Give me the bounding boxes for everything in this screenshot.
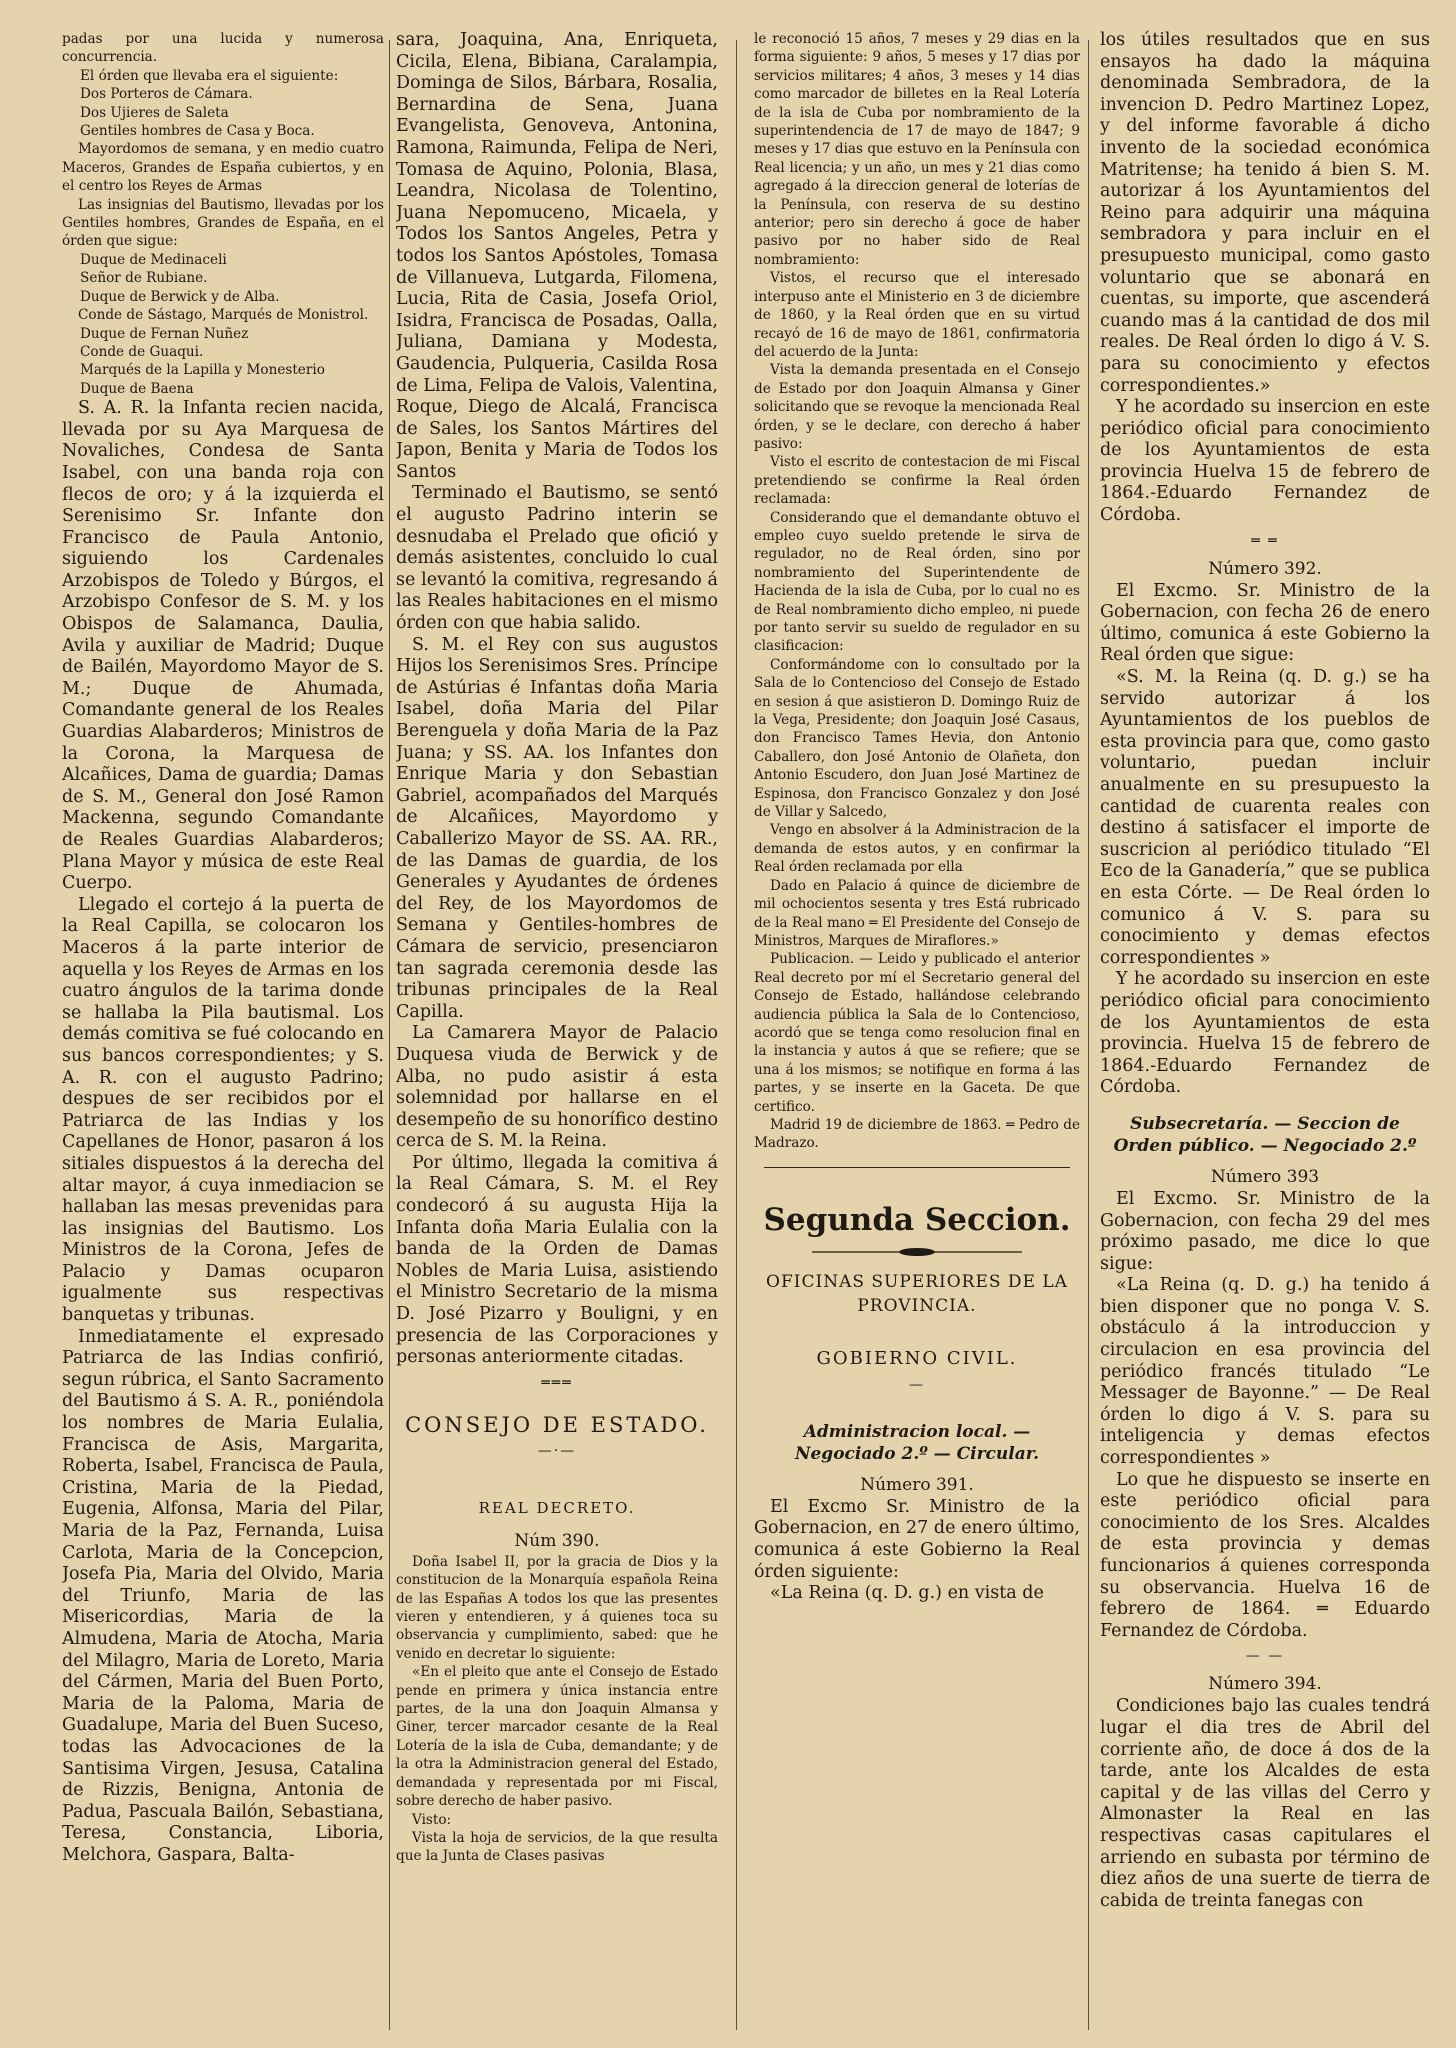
column-1: [62, 30, 384, 1867]
decorative-dash: —: [909, 1376, 925, 1393]
text-paragraph: Inmediatamente el expresado Patriarca de las Indias confirió, segun rúbrica, el Santo Sacramento del Bautismo á S. A. R., poniéndola los nombres de Maria Eulalia, Francisca de Asis, Margarita, Roberta, Isabel, Francisca de Paula, Cristina, Maria de la Piedad, Eugenia, Alfonsa, Maria del Pilar, Maria de la Paz, Fernanda, Luisa Carlota, Maria de la Concepcion, Josefa Pia, Maria del Olvido, Maria del Triunfo, Maria de las Misericordias, Maria de la Almudena, Maria de Atocha, Maria del Milagro, Maria de Loreto, Maria del Cármen, Maria del Buen Porto, Maria de la Paloma, Maria de Guadalupe, Maria del Buen Suceso, todas las Advocaciones de la Santisima Virgen, Jesusa, Catalina de Rizzis, Benigna, Antonia de Padua, Pascuala Bailón, Sebastiana, Teresa, Constancia, Liboria, Melchora, Gaspara, Balta-: [62, 1326, 384, 1865]
text-paragraph: Vistos, el recurso que el interesado interpuso ante el Ministerio en 3 de diciembre de 1860, y la Real órden que en su virtud recayó de 16 de mayo de 1861, confirmatoria del acuerdo de la Junta:: [754, 270, 1080, 360]
text-paragraph: «En el pleito que ante el Consejo de Estado pende en primera y única instancia entre partes, de la una don Joaquin Almansa y Giner, tercer marcador cesante de la Real Lotería de la isla de Cuba, demandante; y de la otra la Administracion general del Estado, demandada y representada por mi Fiscal, sobre derecho de haber pasivo.: [396, 1664, 718, 1810]
item-number: Núm 390.: [514, 1530, 600, 1551]
text-paragraph: Dos Porteros de Cámara.: [80, 86, 253, 103]
decorative-dash: ═ ═: [1251, 532, 1279, 549]
text-paragraph: Condiciones bajo las cuales tendrá lugar el dia tres de Abril del corriente año, de doce á dos de la tarde, ante los Alcaldes de esta capital y de las villas del Cerro y Almonaster la Real en las respectivas casas capitulares el arriendo en subasta por término de diez años de una suerte de tierra de cabida de treinta fanegas con: [1100, 1696, 1430, 1911]
section-separator: [764, 1167, 1070, 1168]
text-paragraph: Llegado el cortejo á la puerta de la Real Capilla, se colocaron los Maceros á la parte interior de aquella y los Reyes de Armas en los cuatro ángulos de la tarima donde se hallaba la Pila bautismal. Los demás comitiva se fué colocando en sus bancos correspondientes; y S. A. R. con el augusto Padrino; despues de ser recibidos por el Patriarca de las Indias y los Capellanes de Honor, pasaron á los sitiales dispuestos á la derecha del altar mayor, á cuya inmediacion se hallaban las mesas prevenidas para las insignias del Bautismo. Los Ministros de la Corona, Jefes de Palacio y Damas ocuparon igualmente sus respectivas banquetas y tribunas.: [62, 894, 384, 1326]
column-2: [396, 30, 718, 1866]
item-number: Número 394.: [1208, 1674, 1322, 1695]
column-3: [754, 30, 1080, 1605]
text-paragraph: Duque de Medinaceli: [80, 251, 227, 268]
text-paragraph: le reconoció 15 años, 7 meses y 29 dias en la forma siguiente: 9 años, 5 meses y 17 dias por servicios militares; 4 años, 3 meses y 14 dias como marcador de billetes en la Real Lotería de la isla de Cuba por nombramiento de la superintendencia de 17 de mayo de 1847; 9 meses y 17 dias que estuvo en la Península con Real licencia; y un año, un mes y 21 dias como agregado á la direccion general de loterías de la Península, con reserva de su destino anterior; pero sin derecho á goce de haber pasivo por no haber sido de Real nombramiento:: [754, 31, 1080, 268]
department-heading: Administracion local. — Negociado 2.º — Circular.: [794, 1421, 1040, 1464]
text-paragraph: El Excmo Sr. Ministro de la Gobernacion, en 27 de enero último, comunica á este Gobierno la Real órden siguiente:: [754, 1496, 1080, 1582]
text-paragraph: S. M. el Rey con sus augustos Hijos los Serenisimos Sres. Príncipe de Astúrias é Infantas doña Maria Isabel, doña Maria del Pilar Berenguela y doña Maria de la Paz Juana; y SS. AA. los Infantes don Enrique Maria y don Sebastian Gabriel, acompañados del Marqués de Alcañices, Mayordomo y Caballerizo Mayor de SS. AA. RR., de las Damas de guardia, de los Generales y Ayudantes de órdenes del Rey, de los Mayordomos de Semana y Gentiles-hombres de Cámara de servicio, presenciaron tan sagrada ceremonia desde las tribunas principales de la Real Capilla.: [396, 634, 718, 1022]
decorative-dash: ═══: [541, 1374, 573, 1391]
office-heading: OFICINAS SUPERIORES DE LA PROVINCIA.: [766, 1271, 1068, 1316]
decorative-dash: —·—: [537, 1442, 577, 1459]
text-paragraph: «S. M. la Reina (q. D. g.) se ha servido autorizar á los Ayuntamientos de los pueblos de esta provincia para que, como gasto voluntario, puedan incluir anualmente en su presupuesto la cantidad de cuarenta reales con destino á satisfacer el importe de suscricion al periódico titulado “El Eco de la Ganadería,” que se publica en esta Córte. — De Real órden lo comunico á V. S. para su conocimiento y demas efectos correspondientes »: [1100, 667, 1430, 968]
text-paragraph: Visto el escrito de contestacion de mi Fiscal pretendiendo se confirme la Real órden reclamada:: [754, 454, 1080, 508]
department-heading: Subsecretaría. — Seccion de Orden público. — Negociado 2.º: [1113, 1113, 1417, 1156]
text-paragraph: Dos Ujieres de Saleta: [80, 104, 229, 121]
section-heading: CONSEJO DE ESTADO.: [405, 1412, 709, 1437]
text-paragraph: Lo que he dispuesto se inserte en este periódico oficial para conocimiento de los Sres. Alcaldes de esta provincia y demas funcionarios á quienes corresponda su observancia. Huelva 16 de febrero de 1864. ═ Eduardo Fernandez de Córdoba.: [1100, 1469, 1430, 1641]
text-paragraph: Vengo en absolver á la Administracion de la demanda de estos autos, y en confirmar la Real órden reclamada por ella: [754, 822, 1080, 876]
text-paragraph: Conde de Sástago, Marqués de Monistrol.: [78, 307, 369, 324]
text-paragraph: Duque de Berwick y de Alba.: [80, 288, 280, 305]
text-paragraph: Y he acordado su insercion en este periódico oficial para conocimiento de los Ayuntamientos de esta provincia. Huelva 15 de febrero de 1864.-Eduardo Fernandez de Córdoba.: [1100, 969, 1430, 1098]
column-rule: [389, 40, 390, 2030]
text-paragraph: Publicacion. — Leido y publicado el anterior Real decreto por mí el Secretario general del Consejo de Estado, hallándose celebrando audiencia pública la Sala de lo Contencioso, acordó que se tenga como resolucion final en la instancia y autos á que se refiere; que se una á los mismos; se notifique en forma á las partes, y se inserte en la Gaceta. De que certifico.: [754, 951, 1080, 1115]
text-paragraph: Conformándome con lo consultado por la Sala de lo Contencioso del Consejo de Estado en sesion á que asistieron D. Domingo Ruiz de la Vega, Presidente; don Joaquin José Casaus, don Francisco Tames Hevia, don Antonio Caballero, don José Antonio de Olañeta, don Antonio Escudero, don Juan José Martinez de Espinosa, don Francisco Gonzalez y don José de Villar y Salcedo,: [754, 656, 1080, 821]
text-paragraph: sara, Joaquina, Ana, Enriqueta, Cicila, Elena, Bibiana, Caralampia, Dominga de Silos, Bárbara, Rosalia, Bernardina de Sena, Juana Evangelista, Genoveva, Antonina, Ramona, Raimunda, Felipa de Neri, Tomasa de Aquino, Polonia, Blasa, Leandra, Nicolasa de Tolentino, Juana Nepomuceno, Micaela, y Todos los Santos Angeles, Petra y todos los Santos Apóstoles, Tomasa de Villanueva, Lutgarda, Filomena, Lucia, Rita de Casia, Josefa Oriol, Isidra, Francisca de Posadas, Oalla, Juliana, Damiana y Modesta, Gaudencia, Pulqueria, Casilda Rosa de Lima, Felipa de Valois, Valentina, Roque, Diego de Alcalá, Francisca de Sales, los Santos Mártires del Japon, Benita y Maria de Todos los Santos: [396, 30, 718, 482]
column-rule: [1088, 40, 1089, 2030]
text-paragraph: «La Reina (q. D. g.) en vista de: [770, 1583, 1044, 1604]
column-rule: [736, 40, 737, 2030]
text-paragraph: «La Reina (q. D. g.) ha tenido á bien disponer que no ponga V. S. obstáculo á la introduccion y circulacion en esa provincia del periódico francés titulado “Le Messager de Bayonne.” — De Real órden lo digo á V. S. para su inteligencia y demas efectos correspondientes »: [1100, 1275, 1430, 1469]
text-paragraph: Considerando que el demandante obtuvo el empleo cuyo sueldo pretende le sirva de regulador, no de Real órden, sino por nombramiento del Superintendente de Hacienda de la isla de Cuba, por lo cual no es de Real nombramiento dicho empleo, ni puede por tanto servir su sueldo de regulador en su clasificacion:: [754, 509, 1080, 655]
text-paragraph: Madrid 19 de diciembre de 1863. ═ Pedro de Madrazo.: [754, 1116, 1080, 1152]
text-paragraph: La Camarera Mayor de Palacio Duquesa viuda de Berwick y de Alba, no pudo asistir á esta solemnidad por hallarse en el desempeño de su honorífico destino cerca de S. M. la Reina.: [396, 1023, 718, 1152]
text-paragraph: los útiles resultados que en sus ensayos ha dado la máquina denominada Sembradora, de la invencion D. Pedro Martinez Lopez, y del informe favorable á dicho invento de la sociedad económica Matritense; ha tenido á bien S. M. autorizar á los Ayuntamientos del Reino para adquirir una máquina sembradora y para incluir en el presupuesto municipal, como gasto voluntario que se abonará en cuentas, su importe, que ascenderá cuando mas á la cantidad de dos mil reales. De Real órden lo digo á V. S. para su conocimiento y efectos correspondientes.»: [1100, 30, 1430, 396]
decorative-dash: — —: [1245, 1648, 1285, 1665]
text-paragraph: Duque de Baena: [80, 380, 194, 397]
item-number: Número 391.: [860, 1474, 974, 1495]
section-title: Segunda Seccion.: [763, 1201, 1071, 1238]
text-paragraph: Visto:: [412, 1811, 452, 1828]
text-paragraph: Dado en Palacio á quince de diciembre de mil ochocientos sesenta y tres Está rubricado de la Real mano ═ El Presidente del Consejo de Ministros, Marques de Miraflores.»: [754, 877, 1080, 949]
text-paragraph: Vista la hoja de servicios, de la que resulta que la Junta de Clases pasivas: [396, 1829, 718, 1865]
text-paragraph: Por último, llegada la comitiva á la Real Cámara, S. M. el Rey condecoró á su augusta Hija la Infanta doña Maria Eulalia con la banda de la Orden de Damas Nobles de Maria Luisa, asistiendo el Ministro Secretario de la misma D. José Pizarro y Bouligni, y en presencia de las Corporaciones y personas anteriormente citadas.: [396, 1152, 718, 1368]
text-paragraph: Mayordomos de semana, y en medio cuatro Maceros, Grandes de España cubiertos, y en el centro los Reyes de Armas: [62, 141, 384, 195]
column-4: [1100, 30, 1430, 1912]
ornamental-rule: [812, 1246, 1022, 1258]
text-paragraph: El órden que llevaba era el siguiente:: [80, 67, 339, 84]
text-paragraph: El Excmo. Sr. Ministro de la Gobernacion, con fecha 29 del mes próximo pasado, me dice lo que sigue:: [1100, 1188, 1430, 1274]
item-number: Número 393: [1210, 1166, 1320, 1187]
item-number: Número 392.: [1208, 558, 1322, 579]
government-heading: GOBIERNO CIVIL.: [816, 1347, 1018, 1369]
text-paragraph: Conde de Guaqui.: [80, 343, 204, 360]
text-paragraph: Y he acordado su insercion en este periódico oficial para conocimiento de los Ayuntamientos de esta provincia Huelva 15 de febrero de 1864.-Eduardo Fernandez de Córdoba.: [1100, 397, 1430, 526]
text-paragraph: Gentiles hombres de Casa y Boca.: [80, 123, 315, 140]
text-paragraph: Señor de Rubiane.: [80, 270, 208, 287]
text-paragraph: Marqués de la Lapilla y Monesterio: [80, 362, 325, 379]
text-paragraph: Doña Isabel II, por la gracia de Dios y la constitucion de la Monarquía española Reina de las Españas A todos los que las presentes vieren y entendieren, y á quienes toca su observancia y cumplimiento, sabed: que he venido en decretar lo siguiente:: [396, 1553, 718, 1662]
text-paragraph: Terminado el Bautismo, se sentó el augusto Padrino interin se desnudaba el Prelado que ofició y demás asistentes, concluido lo cual se levantó la comitiva, regresando á las Reales habitaciones en el mismo órden con que habia salido.: [396, 483, 718, 634]
text-paragraph: S. A. R. la Infanta recien nacida, llevada por su Aya Marquesa de Novaliches, Condesa de Santa Isabel, con una banda roja con flecos de oro; y á la izquierda el Serenisimo Sr. Infante don Francisco de Paula Antonio, siguiendo los Cardenales Arzobispos de Toledo y Búrgos, el Arzobispo Confesor de S. M. y los Obispos de Salamanca, Daulia, Avila y auxiliar de Madrid; Duque de Bailén, Mayordomo Mayor de S. M.; Duque de Ahumada, Comandante general de los Reales Guardias Alabarderos; Ministros de la Corona, la Marquesa de Alcañices, Dama de guardia; Damas de S. M., General don José Ramon Mackenna, segundo Comandante de Reales Guardias Alabarderos; Plana Mayor y música de este Real Cuerpo.: [62, 398, 384, 894]
text-paragraph: El Excmo. Sr. Ministro de la Gobernacion, con fecha 26 de enero último, comunica á este Gobierno la Real órden que sigue:: [1100, 580, 1430, 666]
decree-heading: REAL DECRETO.: [478, 1498, 636, 1517]
text-paragraph: Duque de Fernan Nuñez: [80, 325, 249, 342]
text-paragraph: Vista la demanda presentada en el Consejo de Estado por don Joaquin Almansa y Giner solicitando que se revoque la mencionada Real órden, y se le declare, con derecho á haber pasivo:: [754, 362, 1080, 452]
text-paragraph: padas por una lucida y numerosa concurrencia.: [62, 31, 384, 66]
text-paragraph: Las insignias del Bautismo, llevadas por los Gentiles hombres, Grandes de España, en el órden que sigue:: [62, 196, 384, 250]
